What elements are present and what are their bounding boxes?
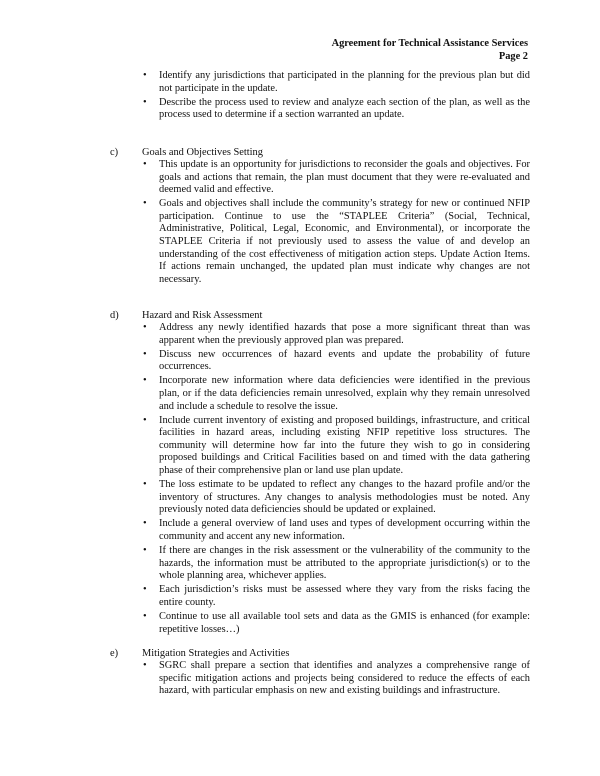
- bullet-icon: •: [143, 660, 147, 671]
- list-item: [142, 322, 530, 347]
- list-item-text: Continue to use all available tool sets and data as the GMIS is enhanced (for example: repetitive losses…): [159, 611, 530, 635]
- section-letter: c): [110, 147, 119, 158]
- section-letter: e): [110, 648, 119, 659]
- bullet-icon: •: [143, 479, 147, 491]
- list-item: [142, 415, 530, 478]
- section-title: Goals and Objectives Setting: [142, 147, 263, 158]
- list-item: [142, 660, 530, 698]
- section-bullet-list: [142, 660, 530, 699]
- list-item-text: Include current inventory of existing and proposed buildings, infrastructure, and critical facilities in hazard areas, including existing NFIP repetitive loss structures. The community will determine how far into the future they wish to go in considering proposed buildings and Critical Facilities based on and timed with the data gathering phase of their comprehensive plan or land use plan update.: [159, 414, 530, 477]
- list-item-text: The loss estimate to be updated to reflect any changes to the hazard profile and/or the inventory of structures. Any changes to analysis methodologies must be noted. Any previously noted data deficiencies should be updated or explained.: [159, 479, 530, 516]
- header-title: Agreement for Technical Assistance Services: [331, 38, 528, 49]
- list-item: [142, 198, 530, 286]
- bullet-icon: •: [143, 611, 147, 623]
- list-item-text: Include a general overview of land uses and types of development occurring within the community and accent any new information.: [159, 518, 530, 542]
- list-item: [142, 97, 530, 122]
- list-item-text: Describe the process used to review and analyze each section of the plan, as well as the process used to determine if a section warranted an update.: [159, 96, 530, 121]
- bullet-icon: •: [143, 322, 147, 333]
- bullet-icon: •: [143, 159, 147, 170]
- list-item-text: Identify any jurisdictions that participated in the planning for the previous plan but did not participate in the update.: [159, 70, 530, 94]
- list-item-text: This update is an opportunity for jurisdictions to reconsider the goals and objectives. For goals and actions that remain, the plan must document that they were re-evaluated and deemed valid and effective.: [159, 159, 530, 196]
- list-item-text: SGRC shall prepare a section that identifies and analyzes a comprehensive range of specific mitigation actions and projects being considered to reduce the effects of each hazard, with particular emphasis on new and existing buildings and infrastructure.: [159, 660, 530, 697]
- bullet-icon: •: [143, 198, 147, 210]
- bullet-icon: •: [143, 414, 147, 426]
- section-title: Hazard and Risk Assessment: [142, 310, 263, 321]
- bullet-icon: •: [143, 348, 147, 360]
- list-item: [142, 611, 530, 636]
- list-item-text: Goals and objectives shall include the community’s strategy for new or continued NFIP participation. Continue to use the “STAPLEE Criteria” (Social, Technical, Administrative, Political, Legal, Economic, and Environmental), or incorporate the STAPLEE Criteria if not previously used to assess the value of and develop an understanding of the cost effectiveness of mitigation action steps. Update Action Items. If actions remain unchanged, the updated plan must indicate why changes are not necessary.: [159, 198, 530, 285]
- list-item: [142, 545, 530, 583]
- page-header: [332, 38, 528, 63]
- intro-bullet-list: [142, 70, 530, 123]
- list-item: [142, 584, 530, 609]
- list-item-text: Each jurisdiction’s risks must be assessed where they vary from the risks facing the entire county.: [159, 584, 530, 608]
- section-title: Mitigation Strategies and Activities: [142, 648, 290, 659]
- bullet-icon: •: [143, 545, 147, 557]
- list-item: [142, 349, 530, 374]
- section-bullet-list: [142, 322, 530, 638]
- list-item: [142, 518, 530, 543]
- list-item-text: Incorporate new information where data deficiencies were identified in the previous plan, or if the data deficiencies remain unresolved, explain why they remain unresolved and include a schedule to resolve the issue.: [159, 375, 530, 412]
- bullet-icon: •: [143, 584, 147, 596]
- list-item-text: If there are changes in the risk assessment or the vulnerability of the community to the hazards, the information must be attributed to the appropriate jurisdiction(s) or to the whole planning area, whichever applies.: [159, 545, 530, 582]
- list-item: [142, 70, 530, 95]
- bullet-icon: •: [143, 518, 147, 530]
- section-bullet-list: [142, 159, 530, 288]
- list-item: [142, 159, 530, 197]
- list-item-text: Address any newly identified hazards that pose a more significant threat than was apparent when the previously approved plan was prepared.: [159, 322, 530, 346]
- bullet-icon: •: [143, 375, 147, 387]
- list-item: [142, 479, 530, 517]
- header-page-number: Page 2: [498, 50, 528, 62]
- bullet-icon: •: [143, 96, 147, 108]
- bullet-icon: •: [143, 70, 147, 81]
- section-letter: d): [110, 310, 119, 321]
- list-item-text: Discuss new occurrences of hazard events and update the probability of future occurrences.: [159, 348, 530, 373]
- list-item: [142, 375, 530, 413]
